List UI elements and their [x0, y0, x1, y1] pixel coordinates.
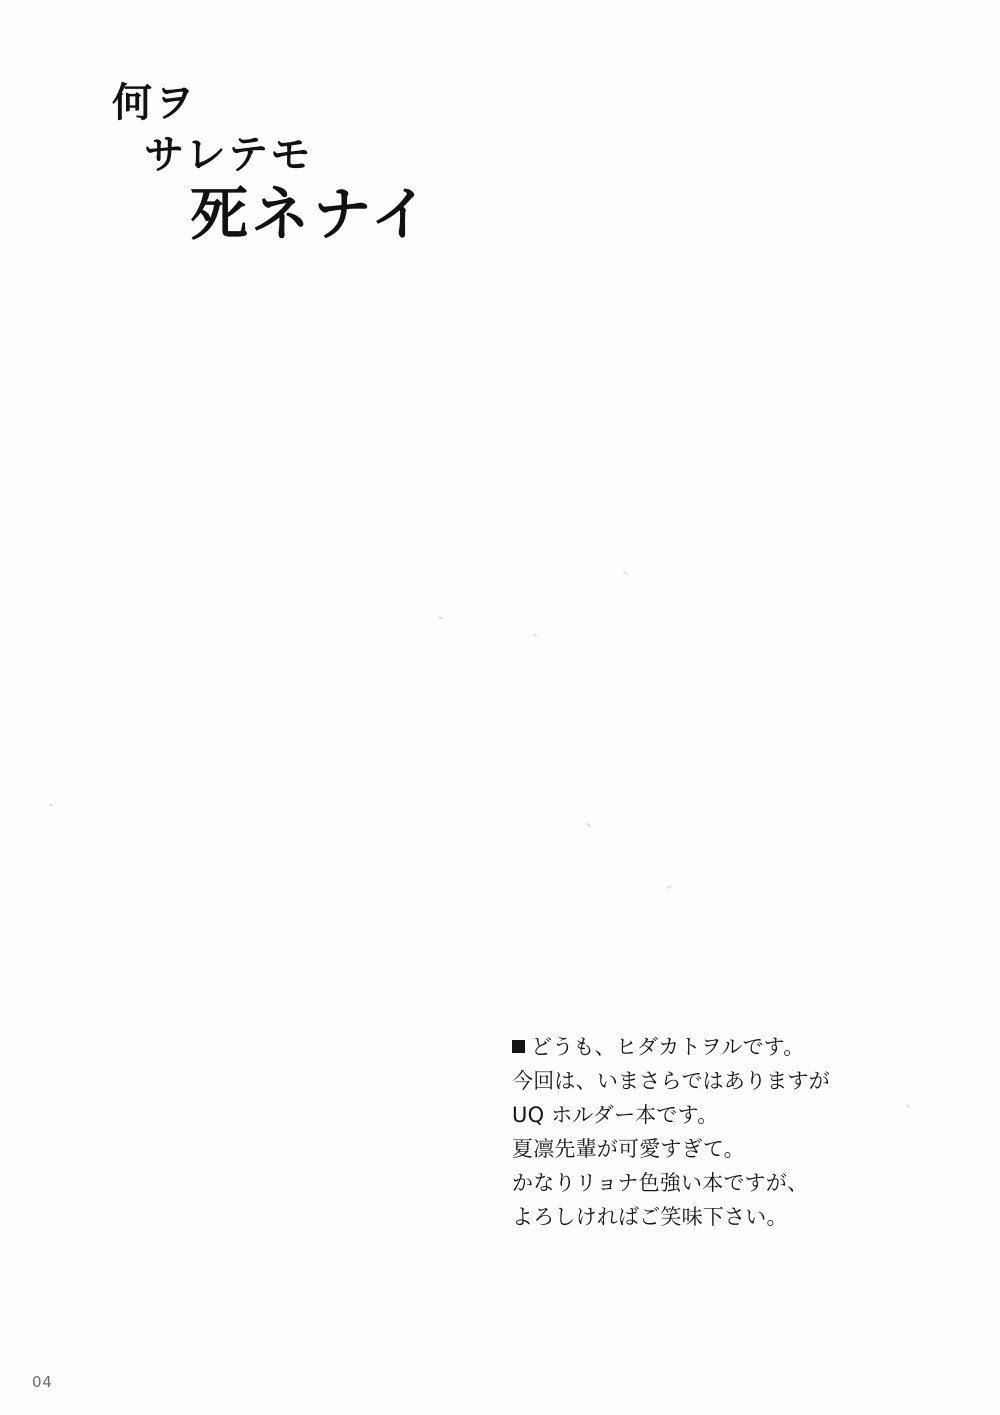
- paper-speckle: [49, 804, 53, 807]
- afterword-line-3: UQ ホルダー本です。: [512, 1103, 719, 1128]
- afterword-line-2: 今回は、いまさらではありますが: [512, 1069, 830, 1094]
- black-square-bullet-icon: [512, 1040, 525, 1053]
- afterword-line-1: [512, 1030, 952, 1064]
- paper-speckle: [438, 616, 443, 620]
- title-block: [112, 80, 632, 248]
- afterword-block: [512, 1030, 952, 1234]
- afterword-line-6: よろしければご笑味下さい。: [512, 1205, 788, 1230]
- title-line-2: サレテモ: [144, 132, 313, 178]
- afterword-line-4: 夏凛先輩が可愛すぎて。: [512, 1137, 745, 1162]
- afterword-line-1-text: どうも、ヒダカトヲルです。: [531, 1035, 805, 1059]
- title-line-3: 死ネナイ: [190, 180, 432, 248]
- paper-speckle: [623, 570, 629, 575]
- afterword-line-5: かなりリョナ色強い本ですが、: [512, 1171, 809, 1196]
- page-number: 04: [32, 1373, 53, 1391]
- paper-speckle: [585, 822, 592, 828]
- paper-speckle: [533, 634, 537, 637]
- paper-speckle: [666, 885, 672, 889]
- title-line-1: 何ヲ: [112, 80, 197, 126]
